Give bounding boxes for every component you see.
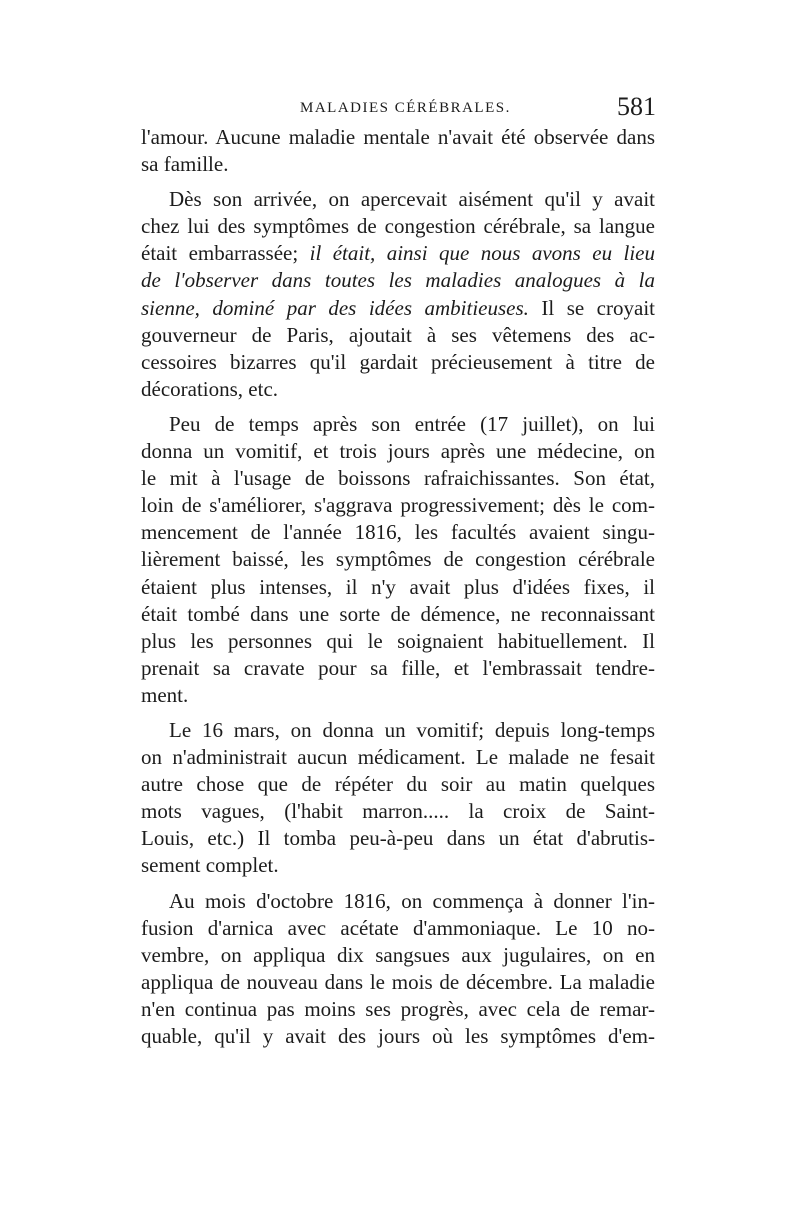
text-roman: Il se croyait — [528, 295, 655, 320]
text-line: fusion d'arnica avec acétate d'ammoniaque. Le 10 no- — [141, 915, 655, 940]
text-line: on n'administrait aucun médicament. Le malade ne fesait — [141, 745, 655, 770]
italic-text: il était, ainsi que nous avons eu lieu — [309, 241, 655, 266]
text-line: l'amour. Aucune maladie mentale n'avait été observée dans — [141, 125, 655, 149]
paragraph-3 — [141, 411, 655, 709]
text-line: donna un vomitif, et trois jours après une médecine, on — [141, 439, 655, 464]
italic-text: sienne, dominé par des idées ambitieuses. — [141, 295, 529, 320]
text-line: chez lui des symptômes de congestion cérébrale, sa langue — [141, 214, 655, 239]
body-text — [141, 124, 655, 1050]
text-line: loin de s'améliorer, s'aggrava progressivement; dès le com- — [141, 493, 655, 518]
text-line: Dès son arrivée, on apercevait aisément qu'il y avait — [169, 187, 655, 212]
text-line: Peu de temps après son entrée (17 juillet), on lui — [169, 411, 655, 436]
text-line: prenait sa cravate pour sa fille, et l'embrassait tendre- — [141, 655, 655, 680]
text-roman: était embarrassée; — [141, 241, 310, 266]
text-line: vembre, on appliqua dix sangsues aux jugulaires, on en — [141, 942, 655, 967]
text-line: sement complet. — [141, 853, 279, 878]
text-line: Le 16 mars, on donna un vomitif; depuis long-temps — [169, 717, 655, 742]
text-line: cessoires bizarres qu'il gardait précieusement à titre de — [141, 349, 655, 374]
text-line: étaient plus intenses, il n'y avait plus d'idées fixes, il — [141, 574, 655, 599]
running-head — [140, 92, 660, 122]
text-line: autre chose que de répéter du soir au matin quelques — [141, 772, 655, 797]
text-line — [141, 295, 655, 322]
text-line: le mit à l'usage de boissons rafraichissantes. Son état, — [141, 466, 655, 491]
text-line: gouverneur de Paris, ajoutait à ses vêtemens des ac- — [141, 322, 655, 347]
paragraph-4 — [141, 717, 655, 880]
text-line: lièrement baissé, les symptômes de congestion cérébrale — [141, 547, 655, 572]
text-line: sa famille. — [141, 152, 229, 177]
text-line-italic: de l'observer dans toutes les maladies analogues à la — [141, 268, 655, 293]
paragraph-2 — [141, 186, 655, 403]
text-line: Louis, etc.) Il tomba peu-à-peu dans un état d'abrutis- — [141, 826, 655, 851]
paragraph-5 — [141, 888, 655, 1051]
text-line: Au mois d'octobre 1816, on commença à donner l'in- — [169, 888, 655, 913]
page-number: 581 — [617, 92, 656, 121]
text-line: appliqua de nouveau dans le mois de décembre. La maladie — [141, 969, 655, 994]
text-line: était tombé dans une sorte de démence, ne reconnaissant — [141, 601, 655, 626]
running-title: MALADIES CÉRÉBRALES. — [300, 100, 511, 116]
text-line: ment. — [141, 682, 189, 707]
text-line: plus les personnes qui le soignaient habituellement. Il — [141, 628, 655, 653]
text-line — [141, 240, 655, 267]
text-line: décorations, etc. — [141, 376, 279, 401]
text-line: mencement de l'année 1816, les facultés avaient singu- — [141, 520, 655, 545]
text-line: quable, qu'il y avait des jours où les symptômes d'em- — [141, 1024, 655, 1048]
text-line: n'en continua pas moins ses progrès, avec cela de remar- — [141, 996, 655, 1021]
paragraph-1 — [141, 124, 655, 178]
text-line: mots vagues, (l'habit marron..... la croix de Saint- — [141, 799, 655, 824]
